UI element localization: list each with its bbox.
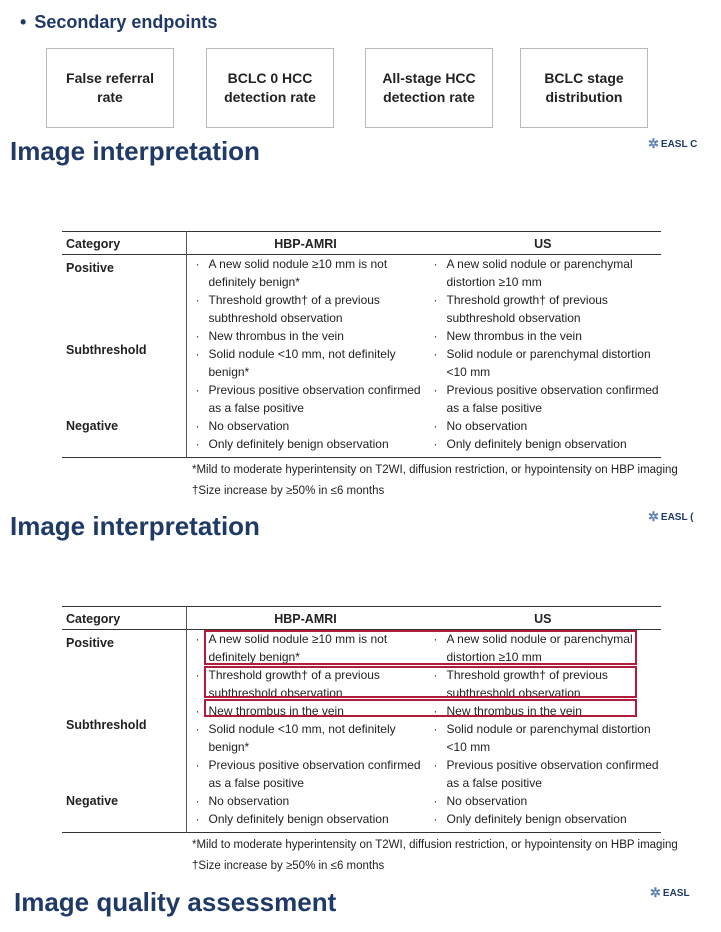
table-cell: A new solid nodule ≥10 mm is not definitely benign* bbox=[208, 257, 388, 289]
easl-logo-text: EASL bbox=[662, 887, 690, 899]
footnote-star: *Mild to moderate hyperintensity on T2WI, diffusion restriction, or hypointensity on HBP imaging bbox=[192, 839, 678, 851]
header-us: US bbox=[534, 237, 552, 251]
header-hbp: HBP-AMRI bbox=[274, 612, 337, 626]
table-cell: Solid nodule <10 mm, not definitely benign* bbox=[208, 347, 396, 379]
header-hbp: HBP-AMRI bbox=[274, 237, 337, 251]
table-cell: No observation bbox=[208, 794, 290, 808]
table-cell: A new solid nodule ≥10 mm is not definitely benign* bbox=[208, 632, 388, 664]
secondary-endpoints-label: Secondary endpoints bbox=[34, 12, 218, 32]
table-cell: Solid nodule <10 mm, not definitely benign* bbox=[208, 722, 396, 754]
table-cell: Threshold growth† of a previous subthreshold observation bbox=[208, 668, 380, 700]
table-cell: No observation bbox=[208, 419, 290, 433]
table-cell: New thrombus in the vein bbox=[446, 704, 582, 718]
easl-logo-text: EASL C bbox=[660, 138, 698, 150]
table-cell: Only definitely benign observation bbox=[446, 812, 627, 826]
table-cell: No observation bbox=[446, 794, 528, 808]
category-table: Category HBP-AMRI US Positive · A new solid nodule ≥10 mm is not definitely benign* · A new solid nodule or parenchymal distortion ≥10 mm · Threshold growth† of a previous subthreshold observation · Threshold growth† of previous subthreshold observation Subthreshold · New thrombus in the vein · New thrombus in the vein · Solid nodule <10 mm, not definitely benign* · Solid nodule or parenchymal distortion <10 mm · Previous positive observation confirmed as a false positive · Previous positive observation confirmed as a false positive Negative · No observation · No observation · Only definitely benign observation · Only definitely benign observation bbox=[62, 231, 661, 458]
table-cell: Solid nodule or parenchymal distortion <10 mm bbox=[446, 347, 651, 379]
table-cell: Solid nodule or parenchymal distortion <10 mm bbox=[446, 722, 651, 754]
footnote-dagger: †Size increase by ≥50% in ≤6 months bbox=[192, 860, 385, 872]
easl-logo bbox=[648, 509, 694, 525]
category-negative: Negative bbox=[62, 792, 186, 833]
bullet: • bbox=[20, 12, 27, 32]
category-subthreshold: Subthreshold bbox=[62, 702, 186, 792]
header-us: US bbox=[534, 612, 552, 626]
easl-logo-icon: ✲ bbox=[650, 885, 661, 900]
easl-logo-text: EASL ( bbox=[660, 511, 694, 523]
table-cell: Threshold growth† of a previous subthreshold observation bbox=[208, 293, 380, 325]
section-heading: Image quality assessment bbox=[14, 887, 337, 917]
easl-logo-icon: ✲ bbox=[648, 136, 659, 151]
category-table-highlighted: Category HBP-AMRI US Positive · A new solid nodule ≥10 mm is not definitely benign* · A new solid nodule or parenchymal distortion ≥10 mm · Threshold growth† of a previous subthreshold observation · Threshold growth† of previous subthreshold observation Subthreshold · New thrombus in the vein · New thrombus in the vein · Solid nodule <10 mm, not definitely benign* · Solid nodule or parenchymal distortion <10 mm · Previous positive observation confirmed as a false positive · Previous positive observation confirmed as a false positive Negative · No observation · No observation · Only definitely benign observation · Only definitely benign observation bbox=[62, 606, 661, 833]
endpoint-box-bclc0 bbox=[206, 48, 334, 128]
table-cell: A new solid nodule or parenchymal distortion ≥10 mm bbox=[446, 257, 633, 289]
endpoint-label: All-stage HCC detection rate bbox=[382, 70, 476, 105]
table-cell: Threshold growth† of previous subthreshold observation bbox=[446, 293, 608, 325]
table-cell: Only definitely benign observation bbox=[446, 437, 627, 451]
table-cell: Previous positive observation confirmed as a false positive bbox=[208, 383, 421, 415]
table-cell: Threshold growth† of previous subthreshold observation bbox=[446, 668, 608, 700]
secondary-endpoints-title bbox=[20, 12, 217, 33]
category-positive: Positive bbox=[62, 630, 186, 703]
endpoint-box-bclc-distribution bbox=[520, 48, 648, 128]
category-negative: Negative bbox=[62, 417, 186, 458]
table-cell: Previous positive observation confirmed as a false positive bbox=[446, 758, 659, 790]
endpoint-label: False referral rate bbox=[66, 70, 154, 105]
easl-logo bbox=[650, 885, 690, 901]
table-cell: New thrombus in the vein bbox=[208, 329, 344, 343]
highlight-box-thrombus bbox=[204, 699, 637, 717]
table-cell: New thrombus in the vein bbox=[446, 329, 582, 343]
endpoint-label: BCLC stage distribution bbox=[544, 70, 624, 105]
table-cell: New thrombus in the vein bbox=[208, 704, 344, 718]
endpoint-box-all-stage bbox=[365, 48, 493, 128]
header-category: Category bbox=[62, 607, 186, 630]
endpoint-box-false-referral bbox=[46, 48, 174, 128]
footnote-star: *Mild to moderate hyperintensity on T2WI, diffusion restriction, or hypointensity on HBP imaging bbox=[192, 464, 678, 476]
section-heading: Image interpretation bbox=[10, 136, 260, 166]
table-cell: Only definitely benign observation bbox=[208, 437, 389, 451]
endpoint-label: BCLC 0 HCC detection rate bbox=[224, 70, 316, 105]
category-positive: Positive bbox=[62, 255, 186, 328]
header-category: Category bbox=[62, 232, 186, 255]
table-cell: Previous positive observation confirmed as a false positive bbox=[208, 758, 421, 790]
easl-logo bbox=[648, 136, 697, 152]
category-subthreshold: Subthreshold bbox=[62, 327, 186, 417]
easl-logo-icon: ✲ bbox=[648, 509, 659, 524]
highlight-box-positive-nodule bbox=[204, 630, 637, 665]
footnote-dagger: †Size increase by ≥50% in ≤6 months bbox=[192, 485, 385, 497]
highlight-box-threshold-growth bbox=[204, 666, 637, 698]
table-cell: Only definitely benign observation bbox=[208, 812, 389, 826]
table-cell: A new solid nodule or parenchymal distortion ≥10 mm bbox=[446, 632, 633, 664]
table-cell: Previous positive observation confirmed as a false positive bbox=[446, 383, 659, 415]
table-cell: No observation bbox=[446, 419, 528, 433]
section-heading: Image interpretation bbox=[10, 511, 260, 541]
